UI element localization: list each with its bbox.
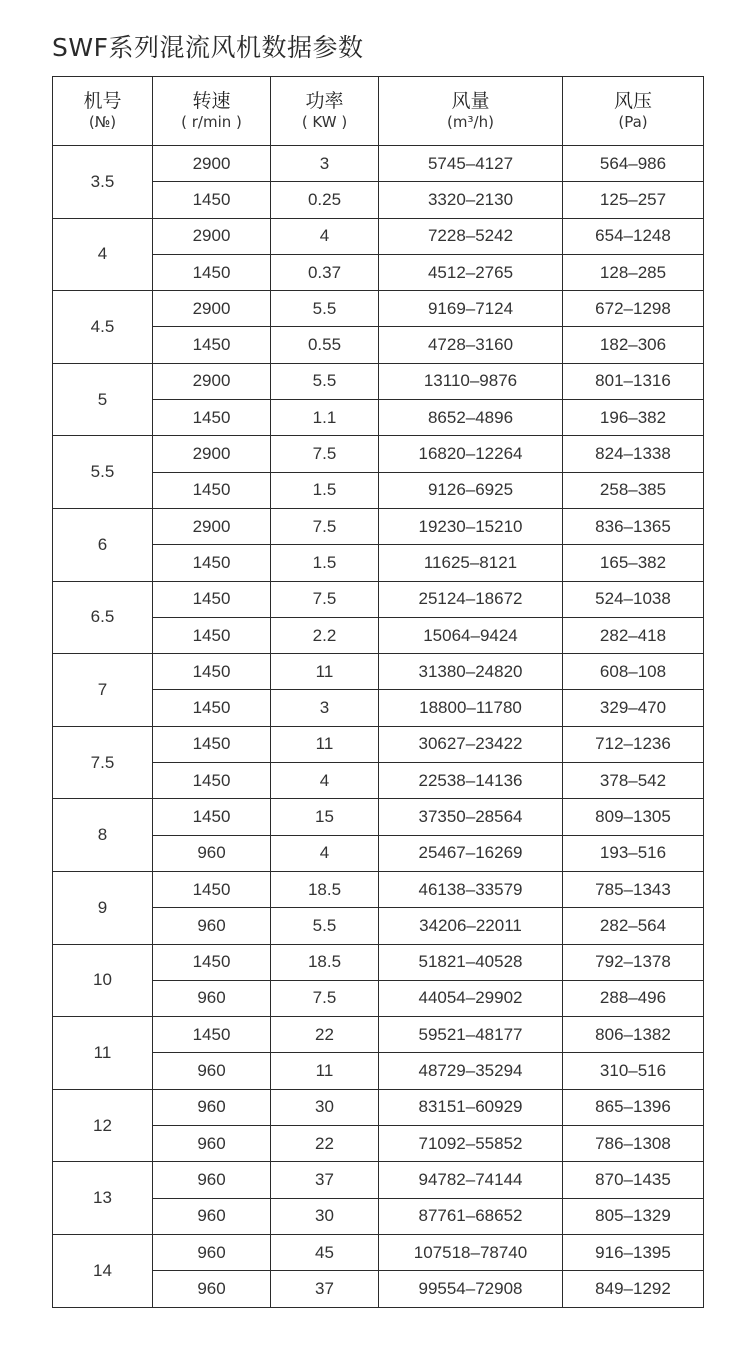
header-pressure: [563, 77, 704, 146]
pressure-cell: 801–1316: [563, 363, 704, 399]
power-cell: 1.1: [271, 400, 379, 436]
model-cell: 14: [53, 1234, 153, 1307]
speed-cell: 960: [153, 1198, 271, 1234]
airflow-cell: 22538–14136: [379, 763, 563, 799]
model-cell: 3.5: [53, 146, 153, 219]
table-row: [53, 726, 704, 762]
pressure-cell: 806–1382: [563, 1017, 704, 1053]
model-cell: 11: [53, 1017, 153, 1090]
airflow-cell: 44054–29902: [379, 980, 563, 1016]
table-row: [53, 1234, 704, 1270]
pressure-cell: 125–257: [563, 182, 704, 218]
speed-cell: 2900: [153, 436, 271, 472]
airflow-cell: 16820–12264: [379, 436, 563, 472]
speed-cell: 960: [153, 908, 271, 944]
table-row: [53, 944, 704, 980]
airflow-cell: 87761–68652: [379, 1198, 563, 1234]
speed-cell: 1450: [153, 182, 271, 218]
speed-cell: 2900: [153, 146, 271, 182]
model-cell: 6.5: [53, 581, 153, 654]
pressure-cell: 524–1038: [563, 581, 704, 617]
airflow-cell: 8652–4896: [379, 400, 563, 436]
speed-cell: 1450: [153, 581, 271, 617]
model-cell: 10: [53, 944, 153, 1017]
power-cell: 5.5: [271, 363, 379, 399]
power-cell: 0.37: [271, 254, 379, 290]
model-cell: 4: [53, 218, 153, 291]
header-speed: [153, 77, 271, 146]
speed-cell: 1450: [153, 254, 271, 290]
speed-cell: 1450: [153, 763, 271, 799]
speed-cell: 1450: [153, 400, 271, 436]
speed-cell: 2900: [153, 363, 271, 399]
pressure-cell: 196–382: [563, 400, 704, 436]
model-cell: 4.5: [53, 291, 153, 364]
speed-cell: 1450: [153, 327, 271, 363]
pressure-cell: 329–470: [563, 690, 704, 726]
pressure-cell: 378–542: [563, 763, 704, 799]
speed-cell: 2900: [153, 291, 271, 327]
header-pressure-name: 风压: [613, 90, 652, 112]
airflow-cell: 59521–48177: [379, 1017, 563, 1053]
table-row: [53, 581, 704, 617]
airflow-cell: 9169–7124: [379, 291, 563, 327]
airflow-cell: 94782–74144: [379, 1162, 563, 1198]
pressure-cell: 849–1292: [563, 1271, 704, 1307]
speed-cell: 1450: [153, 799, 271, 835]
power-cell: 7.5: [271, 508, 379, 544]
table-row: [53, 508, 704, 544]
model-cell: 12: [53, 1089, 153, 1162]
pressure-cell: 310–516: [563, 1053, 704, 1089]
model-cell: 5.5: [53, 436, 153, 509]
power-cell: 15: [271, 799, 379, 835]
header-model-unit: (№): [88, 113, 117, 131]
airflow-cell: 4512–2765: [379, 254, 563, 290]
airflow-cell: 83151–60929: [379, 1089, 563, 1125]
pressure-cell: 258–385: [563, 472, 704, 508]
power-cell: 5.5: [271, 908, 379, 944]
table-body: [53, 146, 704, 1308]
pressure-cell: 564–986: [563, 146, 704, 182]
power-cell: 0.55: [271, 327, 379, 363]
pressure-cell: 654–1248: [563, 218, 704, 254]
model-cell: 13: [53, 1162, 153, 1235]
airflow-cell: 30627–23422: [379, 726, 563, 762]
model-cell: 7.5: [53, 726, 153, 799]
pressure-cell: 865–1396: [563, 1089, 704, 1125]
pressure-cell: 824–1338: [563, 436, 704, 472]
speed-cell: 960: [153, 1053, 271, 1089]
table-row: [53, 654, 704, 690]
table-row: [53, 871, 704, 907]
airflow-cell: 3320–2130: [379, 182, 563, 218]
power-cell: 11: [271, 1053, 379, 1089]
airflow-cell: 13110–9876: [379, 363, 563, 399]
power-cell: 18.5: [271, 944, 379, 980]
table-row: [53, 1162, 704, 1198]
table-header: [53, 77, 704, 146]
header-airflow: [379, 77, 563, 146]
pressure-cell: 792–1378: [563, 944, 704, 980]
table-row: [53, 436, 704, 472]
airflow-cell: 37350–28564: [379, 799, 563, 835]
table-row: [53, 291, 704, 327]
header-power-unit: ( KW ): [301, 113, 348, 131]
power-cell: 22: [271, 1017, 379, 1053]
speed-cell: 1450: [153, 1017, 271, 1053]
airflow-cell: 31380–24820: [379, 654, 563, 690]
pressure-cell: 836–1365: [563, 508, 704, 544]
pressure-cell: 282–418: [563, 617, 704, 653]
header-airflow-unit: (m³/h): [447, 113, 494, 131]
airflow-cell: 15064–9424: [379, 617, 563, 653]
speed-cell: 960: [153, 1162, 271, 1198]
speed-cell: 960: [153, 1234, 271, 1270]
table-row: [53, 799, 704, 835]
power-cell: 4: [271, 763, 379, 799]
header-power-name: 功率: [305, 90, 344, 112]
speed-cell: 1450: [153, 545, 271, 581]
pressure-cell: 672–1298: [563, 291, 704, 327]
power-cell: 4: [271, 835, 379, 871]
airflow-cell: 4728–3160: [379, 327, 563, 363]
speed-cell: 960: [153, 835, 271, 871]
pressure-cell: 282–564: [563, 908, 704, 944]
header-row: [53, 77, 704, 146]
fan-spec-table: [52, 76, 704, 1308]
header-model: [53, 77, 153, 146]
power-cell: 2.2: [271, 617, 379, 653]
power-cell: 18.5: [271, 871, 379, 907]
airflow-cell: 107518–78740: [379, 1234, 563, 1270]
power-cell: 0.25: [271, 182, 379, 218]
speed-cell: 1450: [153, 944, 271, 980]
airflow-cell: 46138–33579: [379, 871, 563, 907]
table-row: [53, 363, 704, 399]
pressure-cell: 712–1236: [563, 726, 704, 762]
airflow-cell: 34206–22011: [379, 908, 563, 944]
table-row: [53, 1017, 704, 1053]
header-power: [271, 77, 379, 146]
model-cell: 9: [53, 871, 153, 944]
table-row: [53, 1089, 704, 1125]
speed-cell: 960: [153, 1271, 271, 1307]
header-speed-name: 转速: [192, 90, 231, 112]
power-cell: 45: [271, 1234, 379, 1270]
pressure-cell: 288–496: [563, 980, 704, 1016]
pressure-cell: 805–1329: [563, 1198, 704, 1234]
power-cell: 4: [271, 218, 379, 254]
header-model-name: 机号: [83, 90, 122, 112]
airflow-cell: 9126–6925: [379, 472, 563, 508]
model-cell: 6: [53, 508, 153, 581]
pressure-cell: 182–306: [563, 327, 704, 363]
speed-cell: 1450: [153, 871, 271, 907]
speed-cell: 960: [153, 1089, 271, 1125]
airflow-cell: 18800–11780: [379, 690, 563, 726]
power-cell: 3: [271, 690, 379, 726]
power-cell: 7.5: [271, 980, 379, 1016]
pressure-cell: 193–516: [563, 835, 704, 871]
speed-cell: 1450: [153, 654, 271, 690]
table-row: [53, 146, 704, 182]
power-cell: 11: [271, 726, 379, 762]
page-title: SWF系列混流风机数据参数: [52, 33, 364, 62]
power-cell: 1.5: [271, 545, 379, 581]
airflow-cell: 11625–8121: [379, 545, 563, 581]
pressure-cell: 870–1435: [563, 1162, 704, 1198]
speed-cell: 960: [153, 980, 271, 1016]
header-speed-unit: ( r/min ): [181, 113, 242, 131]
power-cell: 1.5: [271, 472, 379, 508]
table-row: [53, 218, 704, 254]
speed-cell: 1450: [153, 617, 271, 653]
model-cell: 8: [53, 799, 153, 872]
model-cell: 7: [53, 654, 153, 727]
airflow-cell: 99554–72908: [379, 1271, 563, 1307]
speed-cell: 960: [153, 1126, 271, 1162]
power-cell: 3: [271, 146, 379, 182]
airflow-cell: 5745–4127: [379, 146, 563, 182]
power-cell: 11: [271, 654, 379, 690]
power-cell: 7.5: [271, 436, 379, 472]
pressure-cell: 608–108: [563, 654, 704, 690]
speed-cell: 1450: [153, 690, 271, 726]
model-cell: 5: [53, 363, 153, 436]
pressure-cell: 165–382: [563, 545, 704, 581]
pressure-cell: 809–1305: [563, 799, 704, 835]
header-airflow-name: 风量: [451, 90, 490, 112]
airflow-cell: 25467–16269: [379, 835, 563, 871]
airflow-cell: 7228–5242: [379, 218, 563, 254]
pressure-cell: 786–1308: [563, 1126, 704, 1162]
pressure-cell: 785–1343: [563, 871, 704, 907]
power-cell: 22: [271, 1126, 379, 1162]
speed-cell: 1450: [153, 726, 271, 762]
power-cell: 37: [271, 1271, 379, 1307]
power-cell: 5.5: [271, 291, 379, 327]
header-pressure-unit: (Pa): [618, 113, 648, 131]
power-cell: 7.5: [271, 581, 379, 617]
pressure-cell: 916–1395: [563, 1234, 704, 1270]
speed-cell: 2900: [153, 508, 271, 544]
airflow-cell: 48729–35294: [379, 1053, 563, 1089]
speed-cell: 2900: [153, 218, 271, 254]
pressure-cell: 128–285: [563, 254, 704, 290]
airflow-cell: 51821–40528: [379, 944, 563, 980]
power-cell: 30: [271, 1089, 379, 1125]
power-cell: 30: [271, 1198, 379, 1234]
airflow-cell: 19230–15210: [379, 508, 563, 544]
airflow-cell: 71092–55852: [379, 1126, 563, 1162]
speed-cell: 1450: [153, 472, 271, 508]
power-cell: 37: [271, 1162, 379, 1198]
airflow-cell: 25124–18672: [379, 581, 563, 617]
